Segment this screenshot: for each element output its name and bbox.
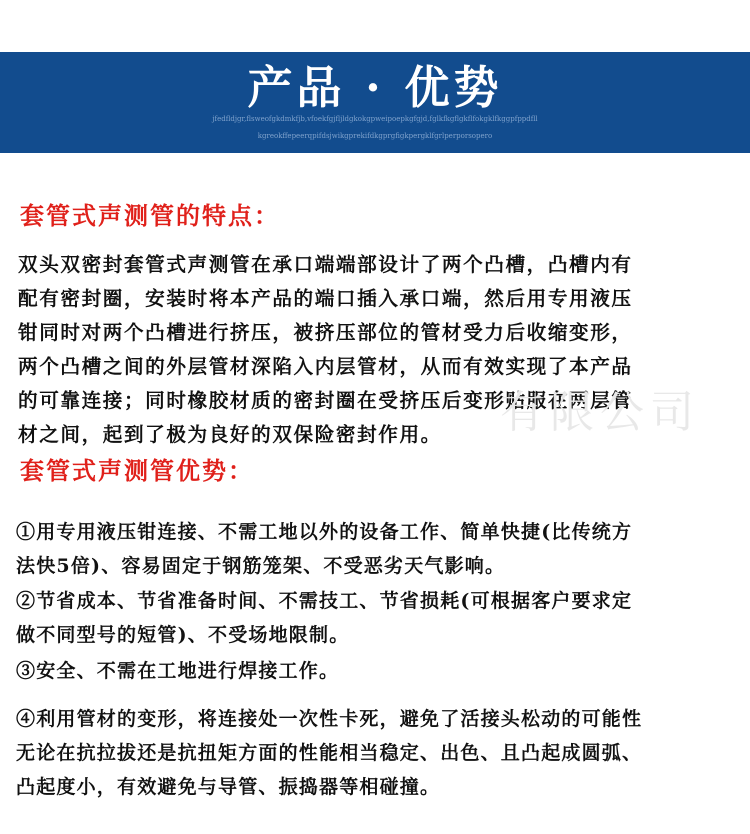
advantage-item-4 — [16, 702, 740, 804]
paragraph-line: 配有密封圈，安装时将本产品的端口插入承口端，然后用专用液压 — [18, 287, 633, 310]
advantage-line: ③安全、不需在工地进行焊接工作。 — [16, 660, 340, 682]
paragraph-line: 两个凸槽之间的外层管材深陷入内层管材，从而有效实现了本产品 — [18, 355, 633, 378]
banner-subtitle-line-2: kgreokffepeerqpifdsjwikgprekifdkgprgfigkpergklfgrlperporsopero — [257, 132, 493, 140]
advantage-line: ②节省成本、节省准备时间、不需技工、节省损耗(可根据客户要求定 — [16, 590, 633, 612]
paragraph-line: 钳同时对两个凸槽进行挤压，被挤压部位的管材受力后收缩变形， — [18, 321, 633, 344]
advantage-item-2 — [16, 584, 740, 652]
banner-subtitle-line-1: jfedfldjgr,flsweofgkdmkfjb,vfoekfgjfljldgkokgpweipoepkgfgjd,fglkfkgflgkflfokgklfkggpfppdfll — [212, 115, 538, 123]
features-heading: 套管式声测管的特点： — [20, 201, 280, 230]
banner-title: 产品 · 优势 — [247, 61, 503, 114]
advantages-heading: 套管式声测管优势： — [20, 456, 254, 485]
watermark: 有限公司 — [500, 387, 700, 438]
advantage-item-3 — [16, 654, 740, 688]
advantage-line: ①用专用液压钳连接、不需工地以外的设备工作、简单快捷(比传统方 — [16, 521, 633, 543]
advantage-line: 凸起度小，有效避免与导管、振捣器等相碰撞。 — [16, 776, 441, 798]
paragraph-line: 材之间，起到了极为良好的双保险密封作用。 — [18, 423, 442, 446]
features-paragraph — [18, 248, 738, 452]
title-banner — [0, 52, 750, 153]
paragraph-line: 双头双密封套管式声测管在承口端端部设计了两个凸槽，凸槽内有 — [18, 253, 633, 276]
advantage-line: 法快5倍)、容易固定于钢筋笼架、不受恶劣天气影响。 — [16, 555, 506, 577]
advantage-line: ④利用管材的变形，将连接处一次性卡死，避免了活接头松动的可能性 — [16, 708, 643, 730]
advantage-item-1 — [16, 515, 740, 583]
advantage-line: 无论在抗拉拔还是抗扭矩方面的性能相当稳定、出色、且凸起成圆弧、 — [16, 742, 643, 764]
advantage-line: 做不同型号的短管)、不受场地限制。 — [16, 624, 350, 646]
paragraph-line: 的可靠连接；同时橡胶材质的密封圈在受挤压后变形贴服在两层管 — [18, 389, 633, 412]
